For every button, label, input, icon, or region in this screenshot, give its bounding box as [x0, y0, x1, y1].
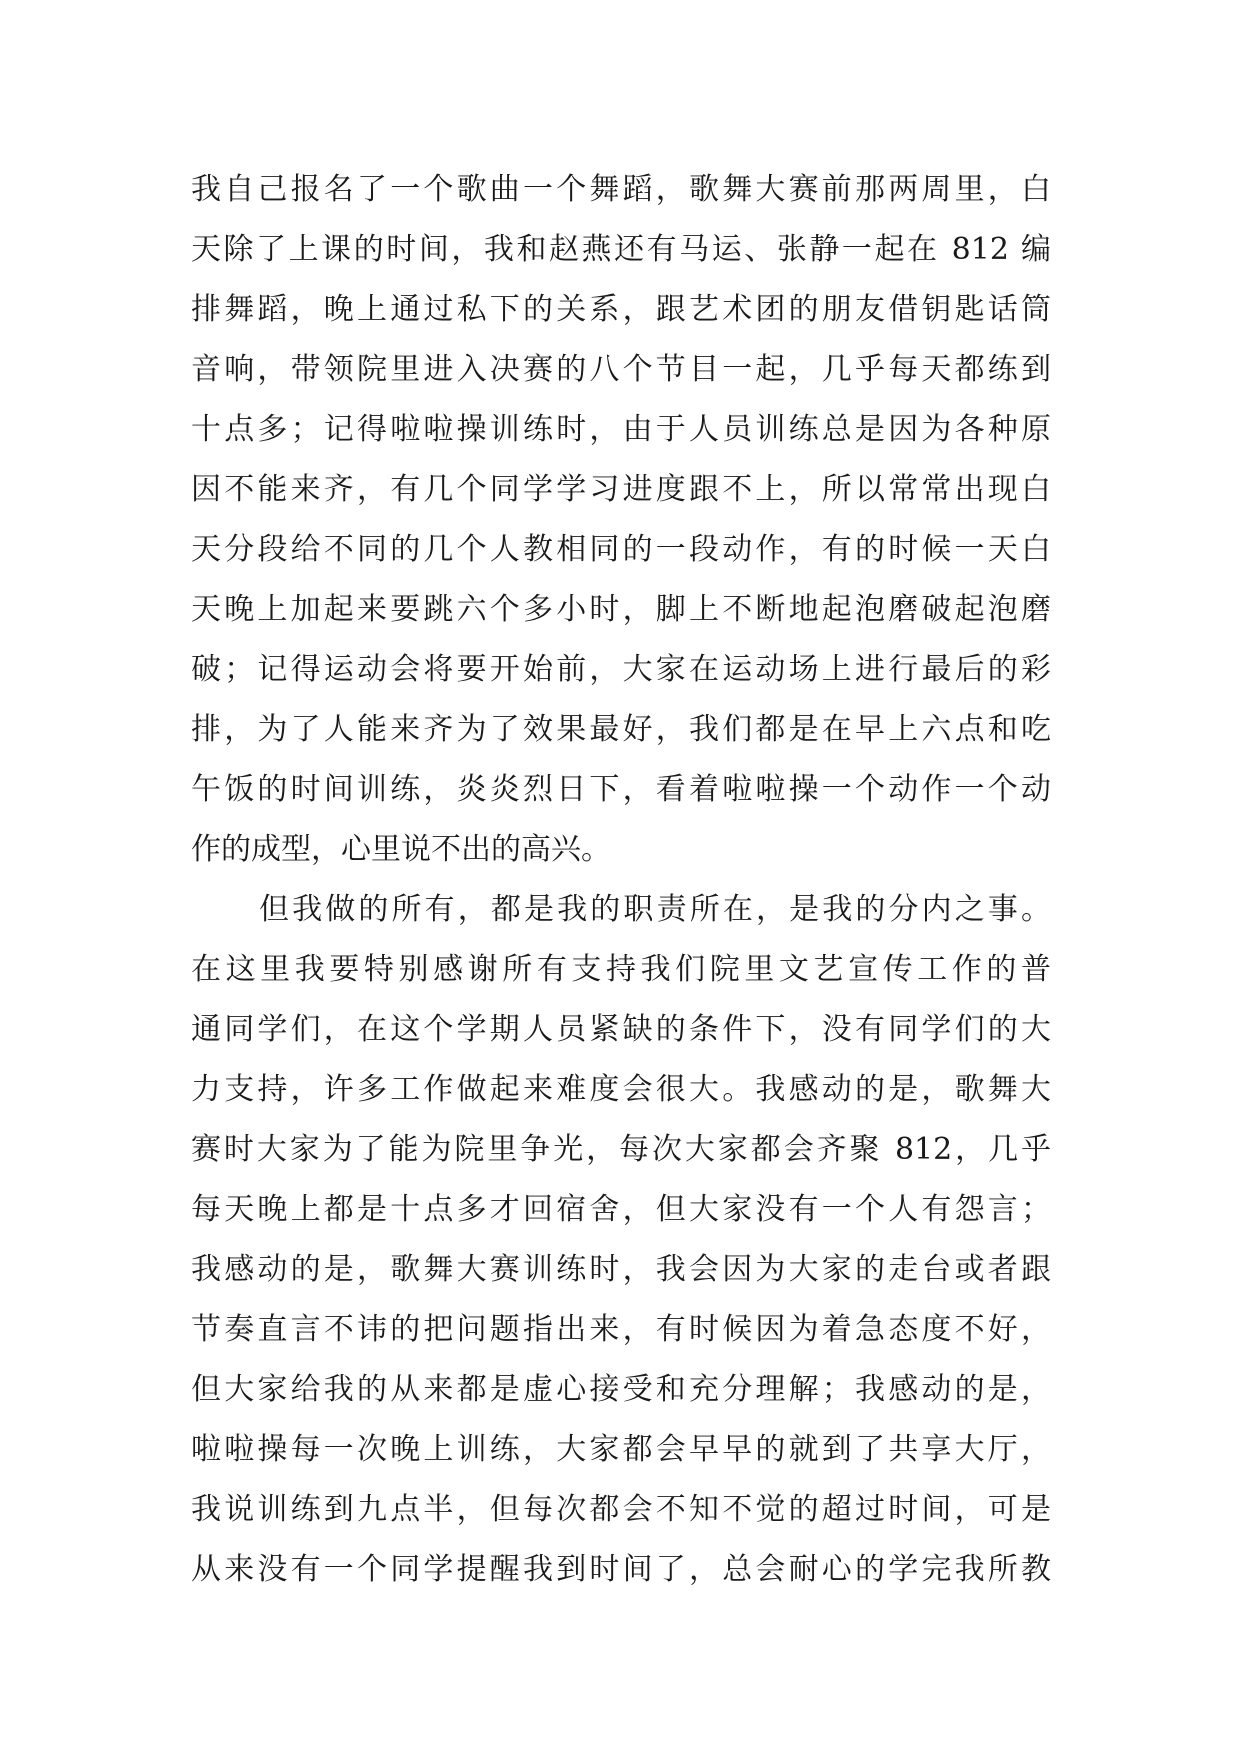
- paragraph-line: 天分段给不同的几个人教相同的一段动作，有的时候一天白: [191, 532, 1051, 567]
- paragraph-line: 通同学们，在这个学期人员紧缺的条件下，没有同学们的大: [191, 1012, 1051, 1047]
- paragraph-line: 作的成型，心里说不出的高兴。: [191, 832, 611, 867]
- paragraph-line: 我自己报名了一个歌曲一个舞蹈，歌舞大赛前那两周里，白: [191, 172, 1051, 207]
- paragraph-line: 但大家给我的从来都是虚心接受和充分理解；我感动的是，: [191, 1372, 1051, 1407]
- paragraph-line: 每天晚上都是十点多才回宿舍，但大家没有一个人有怨言；: [191, 1192, 1051, 1227]
- paragraph-line: 我感动的是，歌舞大赛训练时，我会因为大家的走台或者跟: [191, 1252, 1051, 1287]
- paragraph-line: 力支持，许多工作做起来难度会很大。我感动的是，歌舞大: [191, 1072, 1051, 1107]
- paragraph-line: 节奏直言不讳的把问题指出来，有时候因为着急态度不好，: [191, 1312, 1051, 1347]
- paragraph-2: [191, 880, 1051, 1600]
- paragraph-line: 但我做的所有，都是我的职责所在，是我的分内之事。: [259, 892, 1051, 927]
- paragraph-line: 破；记得运动会将要开始前，大家在运动场上进行最后的彩: [191, 652, 1051, 687]
- paragraph-line: 十点多；记得啦啦操训练时，由于人员训练总是因为各种原: [191, 412, 1051, 447]
- paragraph-line: 从来没有一个同学提醒我到时间了，总会耐心的学完我所教: [191, 1552, 1051, 1587]
- paragraph-line: 排，为了人能来齐为了效果最好，我们都是在早上六点和吃: [191, 712, 1051, 747]
- paragraph-line: 午饭的时间训练，炎炎烈日下，看着啦啦操一个动作一个动: [191, 772, 1051, 807]
- paragraph-1: [191, 160, 1051, 880]
- paragraph-line: 天晚上加起来要跳六个多小时，脚上不断地起泡磨破起泡磨: [191, 592, 1051, 627]
- body-text: [191, 160, 1051, 1600]
- paragraph-line: 赛时大家为了能为院里争光，每次大家都会齐聚 812，几乎: [191, 1132, 1051, 1167]
- paragraph-line: 因不能来齐，有几个同学学习进度跟不上，所以常常出现白: [191, 472, 1051, 507]
- paragraph-line: 音响，带领院里进入决赛的八个节目一起，几乎每天都练到: [191, 352, 1051, 387]
- paragraph-line: 啦啦操每一次晚上训练，大家都会早早的就到了共享大厅，: [191, 1432, 1051, 1467]
- paragraph-line: 在这里我要特别感谢所有支持我们院里文艺宣传工作的普: [191, 952, 1051, 987]
- paragraph-line: 我说训练到九点半，但每次都会不知不觉的超过时间，可是: [191, 1492, 1051, 1527]
- paragraph-line: 天除了上课的时间，我和赵燕还有马运、张静一起在 812 编: [191, 232, 1051, 267]
- paragraph-line: 排舞蹈，晚上通过私下的关系，跟艺术团的朋友借钥匙话筒: [191, 292, 1051, 327]
